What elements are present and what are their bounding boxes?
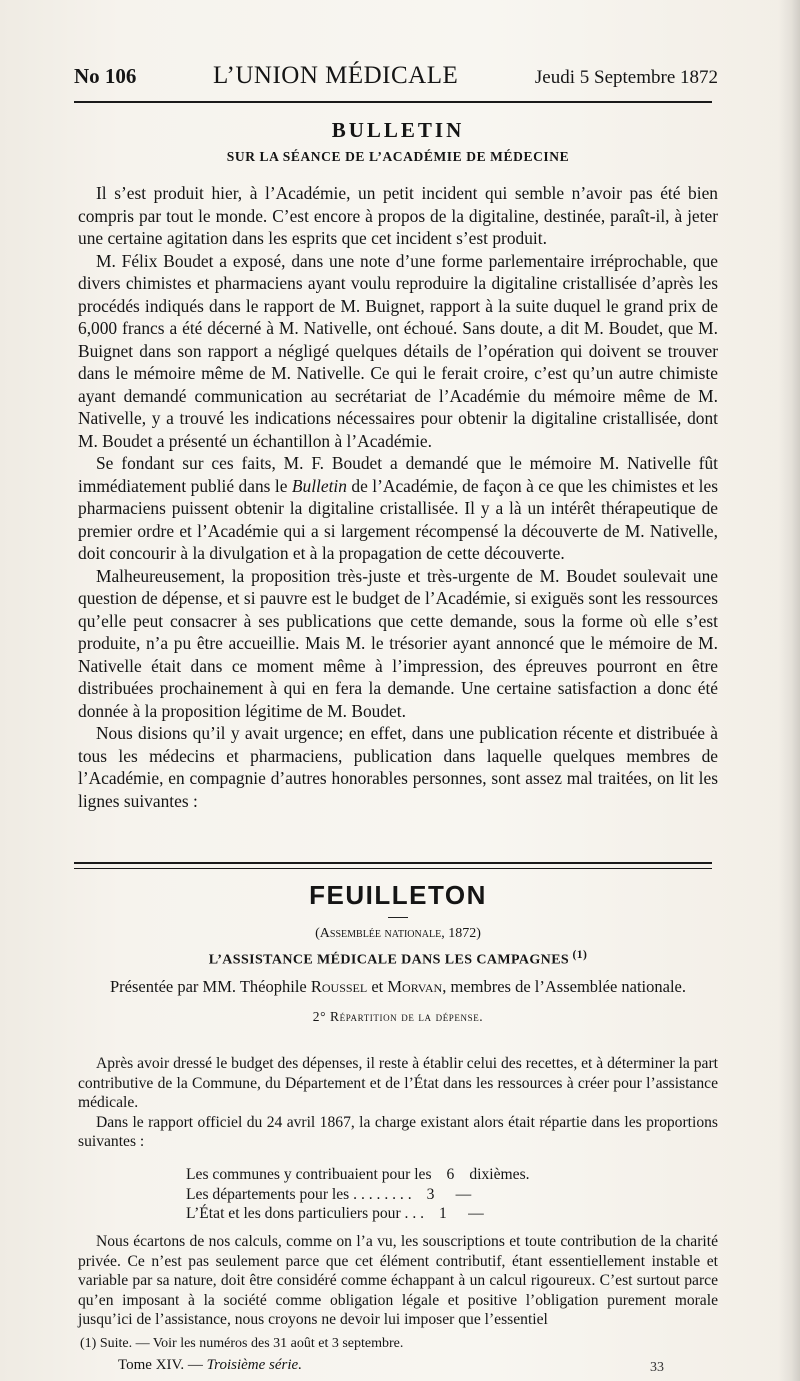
feuilleton-rule-bottom [74, 868, 712, 869]
bulletin-title: BULLETIN [331, 118, 465, 142]
footnote: (1) Suite. — Voir les numéros des 31 août et 3 septembre. [80, 1336, 404, 1351]
list-label: Les communes y contribuaient pour les [186, 1166, 432, 1183]
presented-prefix: Présentée par MM. Théophile [110, 976, 311, 996]
section-title: Répartition de la dépense. [330, 1008, 484, 1024]
caption-open: ( [315, 926, 320, 941]
section-number: 2° [312, 1008, 331, 1024]
bulletin-paragraph: Il s’est produit hier, à l’Académie, un petit incident qui semble n’avoir pas été bien compris par tout le monde. C’est encore à propos de la digitaline, destinée, paraît-il, à jeter une certaine agitation dans les esprits que cet incident s’est produit. [78, 183, 718, 248]
list-label: L’État et les dons particuliers pour . . . [186, 1205, 425, 1223]
bulletin-italic: Bulletin [291, 475, 347, 496]
page-number: 33 [650, 1360, 664, 1375]
bulletin-text: de l’Académie, de façon à ce que les chimistes et les pharmaciens puissent obtenir la digitaline cristallisée. Il y a là un intérêt thérapeutique de premier ordre et l’Académie qui a si largement récompensé la découverte de M. Nativelle, doit concourir à la divulgation et à la propagation de cette découverte. [78, 475, 718, 563]
list-item [186, 1185, 530, 1205]
presented-suffix: , membres de l’Assemblée nationale. [442, 976, 686, 996]
feuilleton-heading [78, 880, 718, 1025]
list-item [186, 1204, 530, 1224]
list-suffix: dixièmes. [469, 1166, 530, 1183]
list-value: 6 [446, 1166, 455, 1183]
bulletin-heading [78, 118, 718, 165]
presented-and: et [367, 976, 388, 996]
list-value: 3 [426, 1185, 435, 1203]
bulletin-paragraph: M. Félix Boudet a exposé, dans une note d’une forme parlementaire irréprochable, que divers chimistes et pharmaciens ayant voulu reproduire la digitaline cristallisée d’après les procédés indiqués dans le rapport de M. Buignet, rapport à la suite duquel le grand prix de 6,000 francs a été décerné à M. Nativelle, ont échoué. Sans doute, a dit M. Boudet, que M. Buignet dans son rapport a négligé quelques détails de l’opération qui doivent se trouver dans le mémoire même de M. Nativelle. Ce qui le ferait croire, c’est qu’un autre chimiste ayant demandé communication au secrétariat de l’Académie du mémoire même de M. Nativelle, y a trouvé les indications nécessaires pour obtenir la digitaline cristallisée, dont M. Boudet a présenté un échantillon à l’Académie. [78, 250, 718, 451]
feuilleton-body-top [78, 1054, 718, 1152]
feuilleton-paragraph: Après avoir dressé le budget des dépenses, il reste à établir celui des recettes, et à déterminer la part contributive de la Commune, du Département et de l’État dans les ressources à créer pour l’assistance médicale. [78, 1055, 718, 1111]
list-label: Les départements pour les . . . . . . . . [186, 1185, 412, 1203]
author-morvan: Morvan [387, 976, 443, 996]
footnote-ref: (1) [569, 948, 588, 961]
bulletin-paragraph: Nous disions qu’il y avait urgence; en effet, dans une publication récente et distribuée à tous les médecins et pharmaciens, publication dans laquelle quelques membres de l’Académie, en compagnie d’autres honorables personnes, sont assez mal traitées, on lit les lignes suivantes : [78, 723, 718, 811]
assembly-caption [78, 926, 718, 942]
feuilleton-subject [78, 948, 718, 969]
proportions-list [186, 1165, 530, 1224]
feuilleton-paragraph: Dans le rapport officiel du 24 avril 1867, la charge existant alors était répartie dans les proportions suivantes : [78, 1113, 718, 1150]
presented-by [78, 977, 718, 997]
header-rule [74, 101, 712, 103]
tome-line [118, 1357, 302, 1374]
feuilleton-title: FEUILLETON [309, 880, 487, 910]
newspaper-title: L’UNION MÉDICALE [213, 62, 459, 89]
author-roussel: Roussel [310, 976, 368, 996]
bulletin-paragraph: Malheureusement, la proposition très-juste et très-urgente de M. Boudet soulevait une question de dépense, et si pauvre est le budget de l’Académie, si exiguës sont les ressources qu’elle peut consacrer à ses publications que cette demande, sous la forme où elle s’est produite, n’a pu être accueillie. Mais M. le trésorier ayant annoncé que le mémoire de M. Nativelle était dans ce moment même à l’impression, des épreuves pourront en être distribuées prochainement à qui en fera la demande. Une certaine satisfaction a donc été donnée à la proposition légitime de M. Boudet. [78, 565, 718, 721]
bulletin-body [78, 182, 718, 812]
assembly-name: Assemblée nationale [319, 926, 442, 941]
list-suffix: — [455, 1185, 472, 1203]
bulletin-text: Se fondant sur ces faits, M. F. Boudet a demandé que le mémoire M. Nativelle fût immédiatement publié dans le [78, 453, 718, 496]
list-suffix: — [468, 1205, 484, 1223]
assembly-year: , 1872) [441, 926, 481, 941]
bulletin-subtitle: SUR LA SÉANCE DE L’ACADÉMIE DE MÉDECINE [226, 149, 570, 164]
list-item [186, 1165, 530, 1185]
tome-series: Troisième série. [206, 1357, 302, 1373]
tome-prefix: Tome XIV. — [118, 1357, 207, 1373]
page-edge-shadow [778, 0, 800, 1381]
feuilleton-body-bottom [78, 1232, 718, 1330]
feuilleton-dash [388, 917, 408, 918]
subject-text: L’ASSISTANCE MÉDICALE DANS LES CAMPAGNES [208, 952, 570, 968]
feuilleton-paragraph: Nous écartons de nos calculs, comme on l’a vu, les souscriptions et toute contribution de la charité privée. Ce n’est pas seulement parce que cet élément contributif, étant essentiellement instable et variable par sa nature, doit être considéré comme échappant à un calcul rigoureux. C’est surtout parce qu’en imposant à la société comme obligation légale et positive l’obligation purement morale jusqu’ici de l’assistance, nous croyons ne devoir lui imposer que l’essentiel [78, 1233, 718, 1328]
bulletin-paragraph [78, 452, 718, 565]
list-value: 1 [439, 1205, 447, 1223]
feuilleton-rule-top [74, 862, 712, 864]
masthead [74, 62, 718, 94]
issue-number: No 106 [74, 64, 137, 88]
issue-date: Jeudi 5 Septembre 1872 [534, 67, 718, 88]
section-heading [78, 1009, 718, 1025]
